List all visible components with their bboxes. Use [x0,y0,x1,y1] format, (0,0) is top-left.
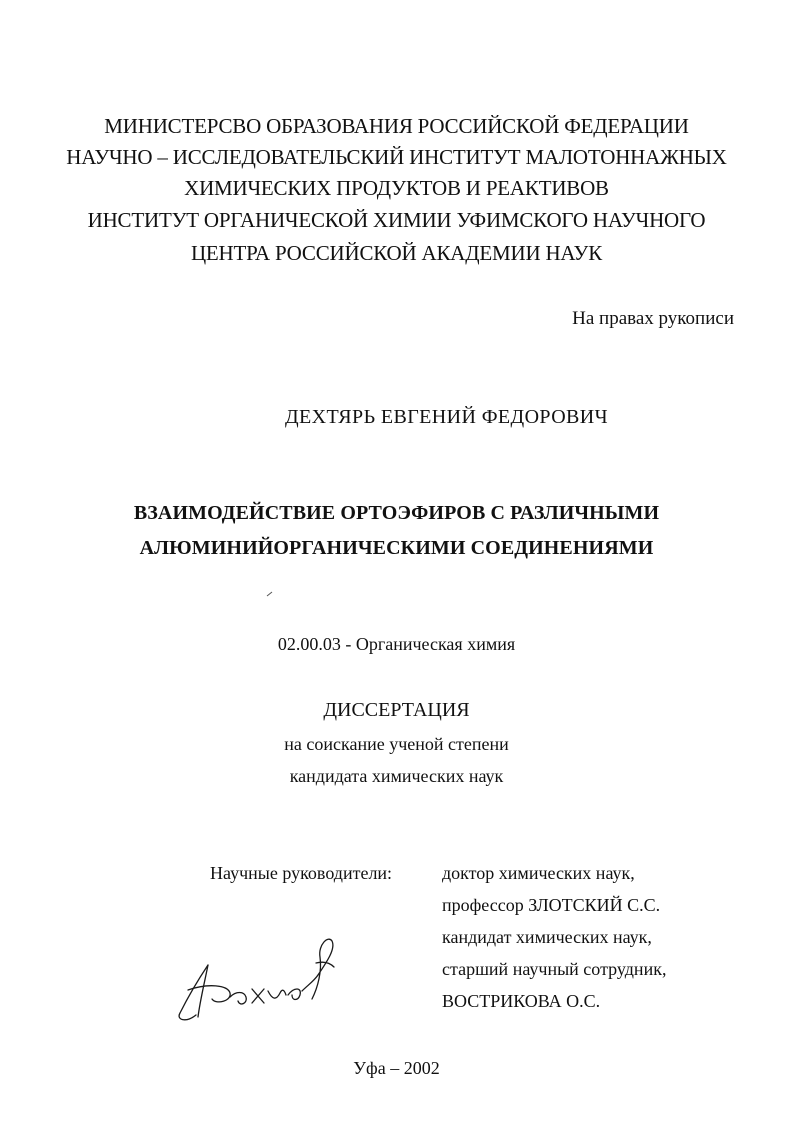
header-research-institute-cont: ХИМИЧЕСКИХ ПРОДУКТОВ И РЕАКТИВОВ [184,176,609,200]
header-research-institute: НАУЧНО – ИССЛЕДОВАТЕЛЬСКИЙ ИНСТИТУТ МАЛОТОННАЖНЫХ [66,145,727,169]
author-name: ДЕХТЯРЬ ЕВГЕНИЙ ФЕДОРОВИЧ [284,406,609,428]
supervisor-line: старший научный сотрудник, [442,959,667,979]
manuscript-note: На правах рукописи [572,308,734,329]
supervisor-line: профессор ЗЛОТСКИЙ С.С. [442,895,661,915]
thesis-title-line-2: АЛЮМИНИЙОРГАНИЧЕСКИМИ СОЕДИНЕНИЯМИ [139,537,654,559]
supervisors-list [442,861,666,1021]
supervisor-line: ВОСТРИКОВА О.С. [442,991,601,1011]
supervisors-label: Научные руководители: [210,863,393,883]
thesis-title-line-1: ВЗАИМОДЕЙСТВИЕ ОРТОЭФИРОВ С РАЗЛИЧНЫМИ [133,502,660,524]
supervisor-line: кандидат химических наук, [442,927,652,947]
specialty-code: 02.00.03 - Органическая химия [277,634,516,654]
place-and-year: Уфа – 2002 [353,1058,440,1078]
header-ministry: МИНИСТЕРСВО ОБРАЗОВАНИЯ РОССИЙСКОЙ ФЕДЕРАЦИИ [104,114,689,138]
header-academy-center: ЦЕНТРА РОССИЙСКОЙ АКАДЕМИИ НАУК [190,241,603,265]
author-signature [168,935,343,1025]
document-type: ДИССЕРТАЦИЯ [323,699,470,721]
degree-line-2: кандидата химических наук [289,766,504,786]
header-organic-chemistry-institute: ИНСТИТУТ ОРГАНИЧЕСКОЙ ХИМИИ УФИМСКОГО НАУЧНОГО [87,208,706,232]
supervisor-line: доктор химических наук, [442,863,635,883]
degree-line-1: на соискание ученой степени [284,734,509,754]
stray-pen-mark [266,590,274,598]
